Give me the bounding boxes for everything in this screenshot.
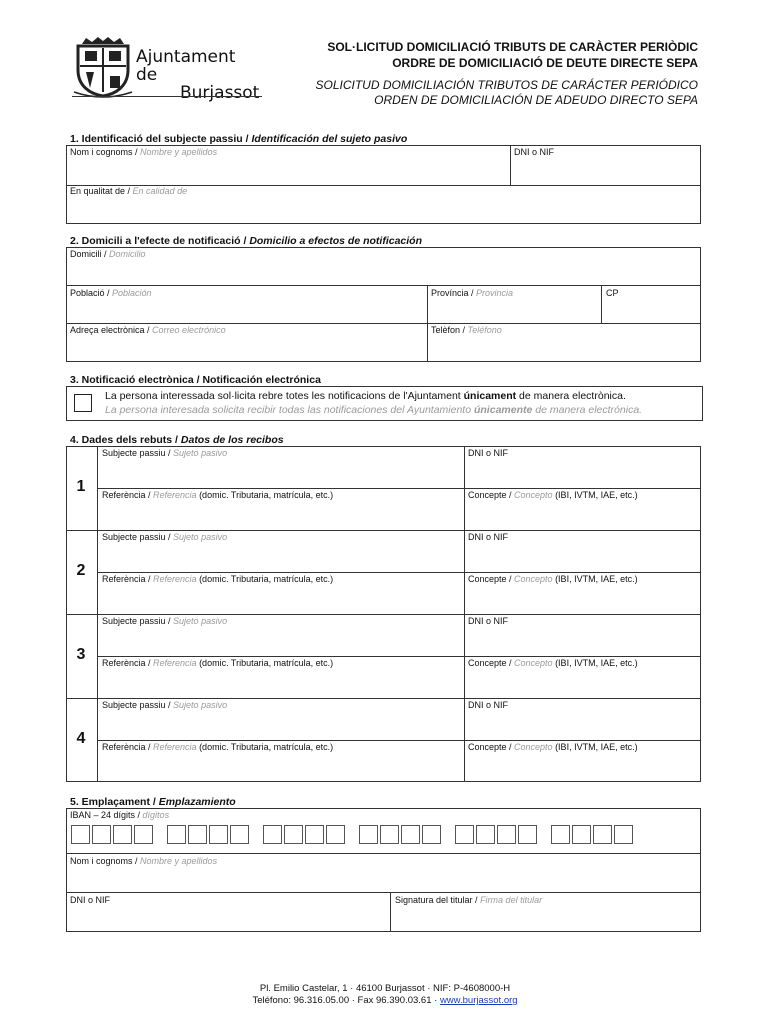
iban-digit-box[interactable] [134, 825, 153, 844]
receipt-subject-field[interactable] [102, 700, 457, 738]
iban-digit-box[interactable] [614, 825, 633, 844]
receipt-concept-label-ca: Concepte / [468, 658, 515, 668]
iban-digit-box[interactable] [572, 825, 591, 844]
receipt-reference-field[interactable] [102, 658, 457, 696]
phone-field[interactable] [431, 325, 696, 360]
phone-label-es: Teléfono [467, 325, 502, 335]
logo-text [136, 48, 262, 102]
electronic-bold-ca: únicament [463, 390, 517, 402]
phone-label-ca: Telèfon / [431, 325, 468, 335]
receipt-reference-note: (domic. Tributaria, matrícula, etc.) [196, 490, 334, 500]
town-field[interactable] [70, 288, 420, 321]
receipt-subject-label-ca: Subjecte passiu / [102, 448, 174, 458]
email-field[interactable] [70, 325, 420, 360]
receipt-concept-note: (IBI, IVTM, IAE, etc.) [552, 490, 638, 500]
receipt-subject-field[interactable] [102, 532, 457, 570]
iban-digit-box[interactable] [263, 825, 282, 844]
iban-digit-box[interactable] [71, 825, 90, 844]
address-field[interactable] [70, 249, 690, 283]
electronic-bold-es: únicamente [473, 404, 533, 416]
footer-phone-fax: Teléfono: 96.316.05.00 · Fax 96.390.03.61 · [252, 995, 440, 1006]
receipt-subject-field[interactable] [102, 616, 457, 654]
electronic-text-ca: La persona interessada sol·licita rebre totes les notificacions de l'Ajuntament [105, 390, 464, 402]
section-5-heading-es: Emplazamiento [158, 796, 236, 808]
iban-digit-box[interactable] [401, 825, 420, 844]
receipt-reference-label-es: Referencia [153, 742, 197, 752]
receipt-reference-label-ca: Referència / [102, 574, 154, 584]
email-label-es: Correo electrónico [152, 325, 226, 335]
receipt-subject-label-es: Sujeto pasivo [173, 448, 228, 458]
iban-digit-box[interactable] [305, 825, 324, 844]
signature-label-es: Firma del titular [480, 895, 543, 905]
receipt-concept-label-es: Concepto [514, 658, 553, 668]
section-3-heading: 3. Notificació electrònica / Notificación electrónica [70, 374, 321, 386]
receipt-concept-field[interactable] [468, 574, 696, 612]
receipt-subject-label-es: Sujeto pasivo [173, 616, 228, 626]
receipt-reference-note: (domic. Tributaria, matrícula, etc.) [196, 742, 334, 752]
name-label-ca: Nom i cognoms / [70, 147, 141, 157]
electronic-text-es-end: de manera electrónica. [532, 404, 643, 416]
logo-text-line-1: Ajuntament de [136, 47, 236, 85]
section-2-heading-es: Domicilio a efectos de notificación [249, 235, 423, 247]
iban-digit-box[interactable] [326, 825, 345, 844]
receipt-reference-note: (domic. Tributaria, matrícula, etc.) [196, 574, 334, 584]
iban-digit-box[interactable] [518, 825, 537, 844]
address-label-es: Domicilio [109, 249, 146, 259]
section-4-heading [70, 434, 284, 446]
receipt-reference-field[interactable] [102, 574, 457, 612]
receipt-concept-note: (IBI, IVTM, IAE, etc.) [552, 658, 638, 668]
holder-name-field[interactable] [70, 856, 690, 890]
receipt-number: 4 [76, 730, 86, 747]
iban-digit-box[interactable] [113, 825, 132, 844]
receipt-subject-label-ca: Subjecte passiu / [102, 700, 174, 710]
capacity-label-ca: En qualitat de / [70, 186, 133, 196]
signature-field[interactable] [395, 895, 695, 930]
holder-name-label-es: Nombre y apellidos [140, 856, 218, 866]
section-1-heading-ca: 1. Identificació del subjecte passiu / [70, 133, 252, 145]
province-field[interactable] [431, 288, 596, 321]
iban-label-es: dígitos [142, 810, 170, 820]
iban-digit-box[interactable] [593, 825, 612, 844]
receipt-reference-note: (domic. Tributaria, matrícula, etc.) [196, 658, 334, 668]
iban-digit-box[interactable] [476, 825, 495, 844]
province-label-ca: Província / [431, 288, 477, 298]
cp-field[interactable]: CP [606, 288, 619, 298]
electronic-notification-es [105, 404, 642, 417]
receipt-concept-label-ca: Concepte / [468, 742, 515, 752]
receipt-subject-label-ca: Subjecte passiu / [102, 532, 174, 542]
province-label-es: Provincia [476, 288, 514, 298]
town-label-es: Población [112, 288, 152, 298]
receipt-reference-label-es: Referencia [153, 658, 197, 668]
receipt-reference-label-ca: Referència / [102, 490, 154, 500]
iban-digit-box[interactable] [455, 825, 474, 844]
title-es-2: ORDEN DE DOMICILIACIÓN DE ADEUDO DIRECTO SEPA [374, 93, 698, 107]
iban-digit-box[interactable] [284, 825, 303, 844]
section-5-heading [70, 796, 236, 808]
receipt-subject-label-es: Sujeto pasivo [173, 532, 228, 542]
iban-digit-box[interactable] [188, 825, 207, 844]
iban-digit-box[interactable] [380, 825, 399, 844]
checkbox-icon[interactable] [74, 394, 92, 412]
receipt-subject-label-ca: Subjecte passiu / [102, 616, 174, 626]
receipt-reference-field[interactable] [102, 742, 457, 780]
receipt-reference-label-ca: Referència / [102, 742, 154, 752]
town-label-ca: Població / [70, 288, 113, 298]
holder-name-label-ca: Nom i cognoms / [70, 856, 141, 866]
receipt-concept-label-es: Concepto [514, 574, 553, 584]
iban-label [70, 810, 169, 821]
title-ca-2: ORDRE DE DOMICILIACIÓ DE DEUTE DIRECTE SEPA [392, 56, 698, 70]
iban-digit-box[interactable] [167, 825, 186, 844]
receipt-reference-label-ca: Referència / [102, 658, 154, 668]
section-4-heading-es: Datos de los recibos [180, 434, 284, 446]
iban-digit-box[interactable] [422, 825, 441, 844]
receipt-subject-label-es: Sujeto pasivo [173, 700, 228, 710]
electronic-text-es: La persona interesada solicita recibir todas las notificaciones del Ayuntamiento [105, 404, 474, 416]
section-1-heading-es: Identificación del sujeto pasivo [251, 133, 408, 145]
receipt-concept-label-ca: Concepte / [468, 490, 515, 500]
receipt-concept-label-es: Concepto [514, 490, 553, 500]
capacity-label-es: En calidad de [132, 186, 188, 196]
receipt-concept-field[interactable] [468, 658, 696, 696]
footer-contact [0, 995, 770, 1007]
title-ca-1: SOL·LICITUD DOMICILIACIÓ TRIBUTS DE CARÀCTER PERIÒDIC [327, 40, 698, 54]
receipt-dni-field[interactable]: DNI o NIF [468, 700, 509, 710]
receipt-concept-label-ca: Concepte / [468, 574, 515, 584]
receipt-number: 1 [76, 478, 86, 495]
iban-digit-box[interactable] [230, 825, 249, 844]
section-2-heading-ca: 2. Domicili a l'efecte de notificació / [70, 235, 250, 247]
iban-digit-box[interactable] [209, 825, 228, 844]
iban-digit-box[interactable] [359, 825, 378, 844]
section-5-heading-ca: 5. Emplaçament / [70, 796, 159, 808]
receipt-reference-field[interactable] [102, 490, 457, 528]
iban-digit-box[interactable] [551, 825, 570, 844]
receipt-number: 2 [76, 562, 86, 579]
iban-digit-box[interactable] [92, 825, 111, 844]
section-2-heading [70, 235, 422, 247]
receipt-concept-field[interactable] [468, 490, 696, 528]
receipt-dni-field[interactable]: DNI o NIF [468, 448, 509, 458]
logo-text-line-2: Burjassot [180, 83, 260, 103]
iban-digit-box[interactable] [497, 825, 516, 844]
receipt-concept-label-es: Concepto [514, 742, 553, 752]
coat-of-arms-icon [72, 36, 134, 98]
dni-field[interactable]: DNI o NIF [514, 147, 555, 157]
receipt-subject-field[interactable] [102, 448, 457, 486]
logo [72, 36, 262, 103]
electronic-text-ca-end: de manera electrònica. [516, 390, 626, 402]
holder-dni-field[interactable]: DNI o NIF [70, 895, 111, 905]
receipt-dni-field[interactable]: DNI o NIF [468, 616, 509, 626]
signature-label-ca: Signatura del titular / [395, 895, 481, 905]
receipt-number: 3 [76, 646, 86, 663]
receipt-concept-field[interactable] [468, 742, 696, 780]
name-field[interactable] [70, 147, 500, 183]
receipt-concept-note: (IBI, IVTM, IAE, etc.) [552, 574, 638, 584]
capacity-field[interactable] [70, 186, 690, 222]
footer [0, 983, 770, 1007]
footer-address: Pl. Emilio Castelar, 1 · 46100 Burjassot · NIF: P-4608000-H [259, 983, 511, 994]
name-label-es: Nombre y apellidos [140, 147, 218, 157]
address-label-ca: Domicili / [70, 249, 110, 259]
footer-website-link[interactable]: www.burjassot.org [439, 995, 518, 1006]
section-4-heading-ca: 4. Dades dels rebuts / [70, 434, 181, 446]
email-label-ca: Adreça electrònica / [70, 325, 153, 335]
title-es-1: SOLICITUD DOMICILIACIÓN TRIBUTOS DE CARÁCTER PERIÓDICO [315, 78, 698, 92]
electronic-notification-ca [105, 390, 626, 403]
iban-label-ca: IBAN – 24 dígits / [70, 810, 143, 820]
receipt-reference-label-es: Referencia [153, 490, 197, 500]
receipt-dni-field[interactable]: DNI o NIF [468, 532, 509, 542]
section-1-heading [70, 133, 407, 145]
receipt-reference-label-es: Referencia [153, 574, 197, 584]
receipt-concept-note: (IBI, IVTM, IAE, etc.) [552, 742, 638, 752]
